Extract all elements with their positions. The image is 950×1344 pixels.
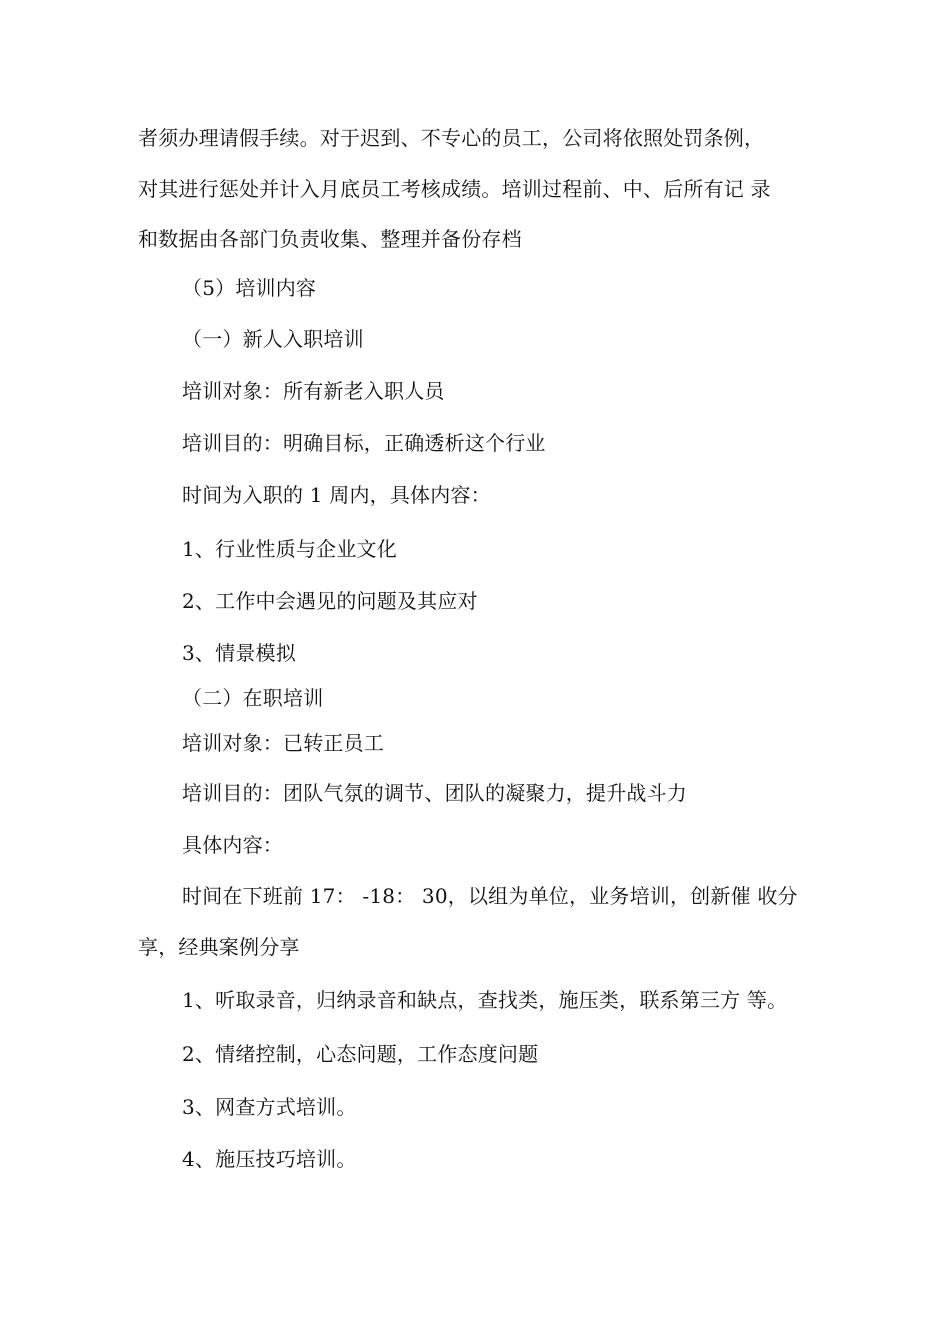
list-item: 1、听取录音，归纳录音和缺点，查找类，施压类，联系第三方 等。 — [182, 988, 788, 1012]
paragraph-line: 具体内容： — [182, 833, 283, 857]
paragraph-line: 时间为入职的 1 周内，具体内容： — [182, 483, 491, 507]
list-item: 3、情景模拟 — [182, 641, 296, 665]
paragraph-line: 培训对象：已转正员工 — [182, 731, 384, 755]
paragraph-line: 和数据由各部门负责收集、整理并备份存档 — [138, 227, 522, 251]
list-item: 2、工作中会遇见的问题及其应对 — [182, 589, 478, 613]
paragraph-line: 者须办理请假手续。对于迟到、不专心的员工，公司将依照处罚条例， — [138, 126, 765, 150]
list-item: 2、情绪控制，心态问题，工作态度问题 — [182, 1042, 539, 1066]
paragraph-line: 享，经典案例分享 — [138, 935, 300, 959]
paragraph-line: 培训目的：团队气氛的调节、团队的凝聚力，提升战斗力 — [182, 781, 687, 805]
list-item: 4、施压技巧培训。 — [182, 1147, 357, 1171]
paragraph-line: 时间在下班前 17： -18： 30，以组为单位，业务培训，创新催 收分 — [182, 884, 798, 908]
section-heading: （5）培训内容 — [182, 276, 317, 300]
list-item: 3、网查方式培训。 — [182, 1095, 357, 1119]
paragraph-line: 培训对象：所有新老入职人员 — [182, 379, 445, 403]
subsection-heading: （一）新人入职培训 — [182, 327, 364, 351]
paragraph-line: 培训目的：明确目标，正确透析这个行业 — [182, 431, 546, 455]
paragraph-line: 对其进行惩处并计入月底员工考核成绩。培训过程前、中、后所有记 录 — [138, 177, 771, 201]
subsection-heading: （二）在职培训 — [182, 686, 324, 710]
list-item: 1、行业性质与企业文化 — [182, 537, 397, 561]
